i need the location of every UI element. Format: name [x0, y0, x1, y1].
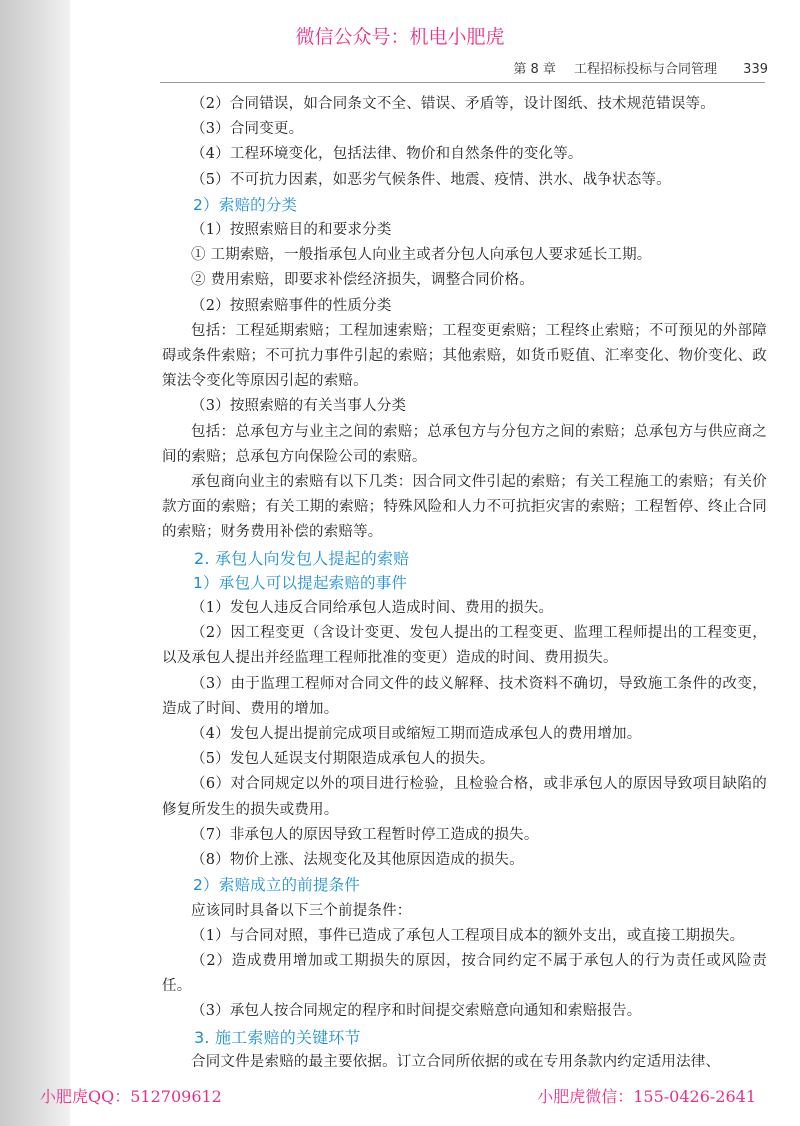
paragraph: （5）不可抗力因素，如恶劣气候条件、地震、疫情、洪水、战争状态等。: [191, 171, 671, 188]
paragraph: 包括：工程延期索赔；工程加速索赔；工程变更索赔；工程终止索赔；不可预见的外部障碍或条件索赔；不可抗力事件引起的索赔；其他索赔，如货币贬值、汇率变化、物价变化、政策法令变化等原因引起的索赔。: [162, 322, 767, 390]
paragraph: （4）发包人提出提前完成项目或缩短工期而造成承包人的费用增加。: [191, 726, 642, 743]
paragraph: （5）发包人延误支付期限造成承包人的损失。: [191, 751, 495, 768]
watermark-bottom-left: 小肥虎QQ：512709612: [40, 1087, 222, 1106]
paragraph: 合同文件是索赔的最主要依据。订立合同所依据的或在专用条款内约定适用法律、: [191, 1053, 721, 1070]
paragraph: （6）对合同规定以外的项目进行检验，且检验合格，或非承包人的原因导致项目缺陷的修复所发生的损失或费用。: [162, 776, 767, 818]
paragraph: 应该同时具备以下三个前提条件：: [191, 902, 412, 919]
watermark-top: 微信公众号：机电小肥虎: [295, 26, 505, 48]
paragraph: （1）发包人违反合同给承包人造成时间、费用的损失。: [191, 600, 554, 617]
paragraph: （1）按照索赔目的和要求分类: [191, 222, 392, 239]
paragraph: （2）按照索赔事件的性质分类: [191, 297, 392, 314]
subsection-heading: 2）索赔成立的前提条件: [193, 876, 361, 895]
subsection-heading: 1）承包人可以提起索赔的事件: [193, 573, 408, 592]
section-heading: 2. 承包人向发包人提起的索赔: [194, 548, 410, 568]
paragraph: （7）非承包人的原因导致工程暂时停工造成的损失。: [191, 826, 539, 843]
paragraph: 包括：总承包方与业主之间的索赔；总承包方与分包方之间的索赔；总承包方与供应商之间的索赔；总承包方向保险公司的索赔。: [162, 423, 767, 465]
header-rule: [160, 82, 765, 83]
paragraph: （2）因工程变更（含设计变更、发包人提出的工程变更、监理工程师提出的工程变更，以及承包人提出并经监理工程师批准的变更）造成的时间、费用损失。: [162, 625, 767, 667]
page-body: [162, 92, 767, 1075]
chapter-title: 工程招标投标与合同管理: [574, 62, 718, 77]
paragraph: （3）由于监理工程师对合同文件的歧义解释、技术资料不确切，导致施工条件的改变，造成了时间、费用的增加。: [162, 675, 767, 717]
paragraph: （2）合同错误，如合同条文不全、错误、矛盾等，设计图纸、技术规范错误等。: [191, 96, 715, 112]
paragraph: ① 工期索赔，一般指承包人向业主或者分包人向承包人要求延长工期。: [191, 247, 652, 264]
running-header: [513, 58, 768, 77]
paragraph: （1）与合同对照，事件已造成了承包人工程项目成本的额外支出，或直接工期损失。: [191, 927, 745, 944]
paragraph: （4）工程环境变化，包括法律、物价和自然条件的变化等。: [191, 146, 583, 163]
paragraph: （8）物价上涨、法规变化及其他原因造成的损失。: [191, 852, 524, 869]
subsection-heading: 2）索赔的分类: [193, 195, 298, 214]
paragraph: 承包商向业主的索赔有以下几类：因合同文件引起的索赔；有关工程施工的索赔；有关价款方面的索赔；有关工期的索赔；特殊风险和人力不可抗拒灾害的索赔；工程暂停、终止合同的索赔；财务费用补偿的索赔等。: [162, 474, 767, 541]
section-heading: 3. 施工索赔的关键环节: [194, 1027, 361, 1047]
chapter-number: 第 8 章: [513, 62, 556, 77]
page-number: 339: [743, 62, 768, 77]
paragraph: ② 费用索赔，即要求补偿经济损失，调整合同价格。: [191, 272, 534, 289]
paragraph: （2）造成费用增加或工期损失的原因，按合同约定不属于承包人的行为责任或风险责任。: [162, 952, 767, 995]
paragraph: （3）按照索赔的有关当事人分类: [191, 398, 407, 415]
watermark-bottom-right: 小肥虎微信：155-0426-2641: [537, 1087, 756, 1106]
paragraph: （3）合同变更。: [191, 121, 304, 138]
paragraph: （3）承包人按合同规定的程序和时间提交索赔意向通知和索赔报告。: [191, 1003, 642, 1020]
book-spine-shadow: [0, 0, 70, 1126]
